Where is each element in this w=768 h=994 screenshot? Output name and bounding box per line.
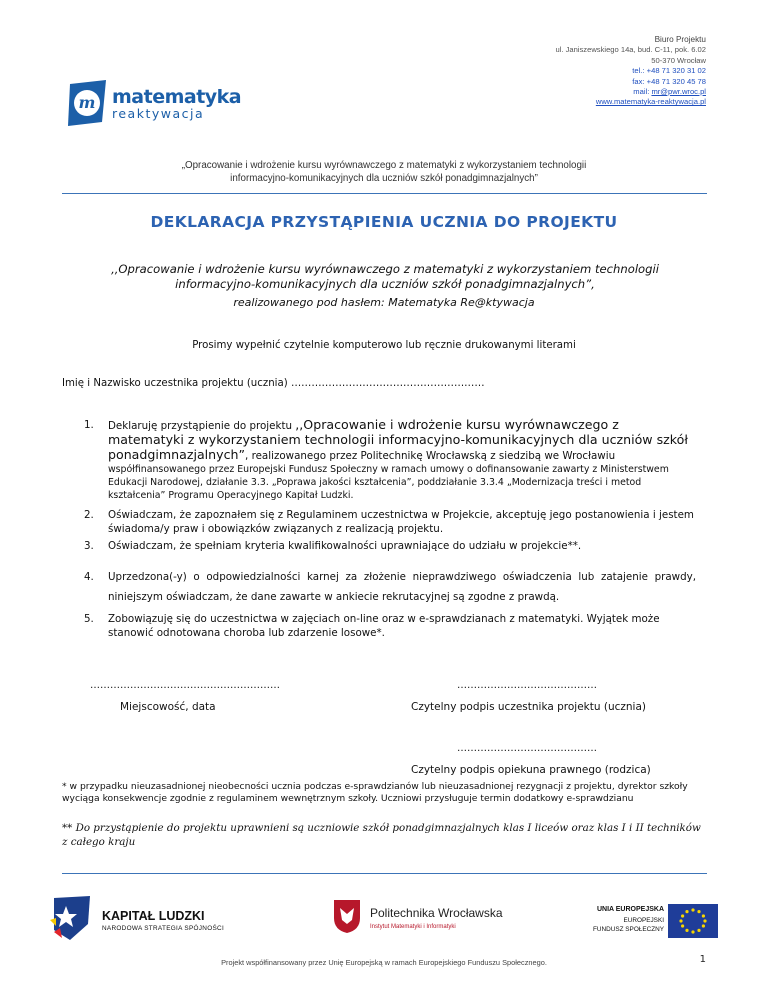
politechnika-crest-icon <box>332 898 362 934</box>
fill-instruction: Prosimy wypełnić czytelnie komputerowo lub ręcznie drukowanymi literami <box>192 340 576 351</box>
eu-line-2: EUROPEJSKI <box>623 917 664 924</box>
item-number: 3. <box>84 540 94 552</box>
project-name-line-2: informacyjno-komunikacyjnych dla uczniów szkół ponadgimnazjalnych” <box>230 172 538 184</box>
svg-text:m: m <box>78 93 96 112</box>
politechnika-subtitle: Instytut Matematyki i Informatyki <box>370 924 456 930</box>
item-text: Uprzedzona(-y) o odpowiedzialności karnej za złożenie nieprawdziwego oświadczenia lub zatajenie prawdy, niniejszym oświadczam, że dane zawarte w ankiecie rekrutacyjnej są zgodne z prawdą. <box>108 571 696 603</box>
project-title <box>80 262 690 292</box>
kapital-ludzki-title: KAPITAŁ LUDZKI <box>102 909 205 923</box>
eu-logo <box>580 904 720 944</box>
logo-subname: reaktywacja <box>112 106 205 121</box>
eu-flag-icon <box>668 904 718 938</box>
parent-signature-label: Czytelny podpis opiekuna prawnego (rodzica) <box>411 764 651 776</box>
item-text: Zobowiązuję się do uczestnictwa w zajęciach on-line oraz w e-sprawdzianach z matematyki. Wyjątek może stanowić odnotowana choroba lub zdarzenie losowe*. <box>108 613 660 639</box>
politechnika-title: Politechnika Wrocławska <box>370 906 503 920</box>
footer-text: Projekt współfinansowany przez Unię Europejską w ramach Europejskiego Funduszu Społecznego. <box>221 958 547 967</box>
tel-label: tel.: <box>632 66 645 76</box>
footnote-2 <box>62 821 702 849</box>
office-title: Biuro Projektu <box>654 35 706 44</box>
item-number: 1. <box>84 419 94 431</box>
item-1-lead: Deklaruję przystąpienie do projektu <box>108 420 293 432</box>
parent-signature-dots[interactable]: …………………………………… <box>457 743 597 754</box>
mail-link[interactable]: mr@pwr.wroc.pl <box>651 87 706 97</box>
slogan: realizowanego pod hasłem: Matematyka Re@ktywacja <box>233 296 535 309</box>
website-link[interactable]: www.matematyka-reaktywacja.pl <box>595 97 706 107</box>
item-number: 5. <box>84 613 94 625</box>
logo-m-icon <box>66 78 110 128</box>
kapital-ludzki-star-icon <box>50 894 94 942</box>
fax-line <box>555 77 706 87</box>
fax-label: fax: <box>632 76 645 86</box>
address-line-1: ul. Janiszewskiego 14a, bud. C-11, pok. 6.02 <box>555 45 706 55</box>
project-name-header <box>0 160 768 185</box>
student-signature-label: Czytelny podpis uczestnika projektu (ucznia) <box>411 701 647 713</box>
page-number: 1 <box>699 954 706 965</box>
place-date-label: Miejscowość, data <box>120 701 216 713</box>
item-number: 2. <box>84 509 94 521</box>
footnote-2-text: Do przystąpienie do projektu uprawnieni są uczniowie szkół ponadgimnazjalnych klas I liceów oraz klas I i II techników z całego kraju <box>62 822 701 848</box>
matematyka-logo <box>66 78 110 128</box>
mail-line <box>555 87 706 97</box>
name-field-dots[interactable]: ………………………………………………… <box>290 378 485 389</box>
project-title-line-2: informacyjno-komunikacyjnych dla uczniów szkół ponadgimnazjalnych”, <box>175 277 595 291</box>
name-field-label: Imię i Nazwisko uczestnika projektu (ucznia) <box>62 378 288 389</box>
item-text: Oświadczam, że spełniam kryteria kwalifikowalności uprawniające do udziału w projekcie**. <box>108 540 582 552</box>
header-divider <box>62 193 707 194</box>
student-signature-dots[interactable]: …………………………………… <box>457 680 597 691</box>
logo-name: matematyka <box>112 86 242 108</box>
declaration-item-1 <box>84 418 696 502</box>
item-1-project-name: ,,Opracowanie i wdrożenie kursu wyrównawczego z matematyki z wykorzystaniem technologii informacyjno-komunikacyjnych dla uczniów szkół ponadgimnazjalnych” <box>108 417 688 462</box>
declaration-item-4 <box>84 567 696 607</box>
eu-line-1: UNIA EUROPEJSKA <box>596 906 664 913</box>
footer-divider <box>62 873 707 874</box>
fax-value: +48 71 320 45 78 <box>646 76 706 86</box>
tel-line <box>555 66 706 76</box>
item-text: Oświadczam, że zapoznałem się z Regulaminem uczestnictwa w Projekcie, akceptuję jego postanowienia i jestem świadoma/y praw i obowiązków związanych z realizacją projektu. <box>108 509 694 535</box>
item-number: 4. <box>84 571 94 583</box>
kapital-ludzki-logo <box>50 894 230 944</box>
eu-line-3: FUNDUSZ SPOŁECZNY <box>592 926 664 933</box>
contact-block <box>555 35 706 108</box>
declaration-item-2 <box>84 508 696 536</box>
declaration-item-5 <box>84 612 696 640</box>
project-name-line-1: „Opracowanie i wdrożenie kursu wyrównawczego z matematyki z wykorzystaniem technologii <box>181 160 587 171</box>
tel-value: +48 71 320 31 02 <box>646 66 706 76</box>
place-date-dots[interactable]: ………………………………………………… <box>90 680 280 691</box>
footnote-1: * w przypadku nieuzasadnionej nieobecności ucznia podczas e-sprawdzianów lub nieuzasadnionej rezygnacji z projektu, dyrektor szkoły wyciąga konsekwencje zgodnie z regulaminem wewnętrznym szkoły. Uczniowi przysługuje termin dodatkowy e-sprawdzianu <box>62 781 688 805</box>
item-text <box>108 418 696 502</box>
page-title: DEKLARACJA PRZYSTĄPIENIA UCZNIA DO PROJEKTU <box>150 213 618 231</box>
name-field[interactable] <box>62 378 485 389</box>
declaration-item-3 <box>84 539 696 553</box>
footnote-2-mark: ** <box>62 822 73 834</box>
item-1-financing: współfinansowanego przez Europejski Fundusz Społeczny w ramach umowy o dofinansowanie zawarty z Ministerstwem Edukacji Narodowej, działanie 3.3. „Poprawa jakości kształcenia”, poddziałanie 3.3.4 „Modernizacja treści i metod kształcenia” Programu Operacyjnego Kapitał Ludzki. <box>108 464 669 501</box>
address-line-2: 50-370 Wrocław <box>651 55 706 65</box>
mail-label: mail: <box>633 87 650 97</box>
item-1-rest: , realizowanego przez Politechnikę Wrocławską z siedzibą we Wrocławiu <box>245 450 616 462</box>
project-title-line-1: ,,Opracowanie i wdrożenie kursu wyrównawczego z matematyki z wykorzystaniem technologii <box>111 262 659 276</box>
kapital-ludzki-subtitle: NARODOWA STRATEGIA SPÓJNOŚCI <box>102 925 225 932</box>
politechnika-logo <box>332 898 522 944</box>
